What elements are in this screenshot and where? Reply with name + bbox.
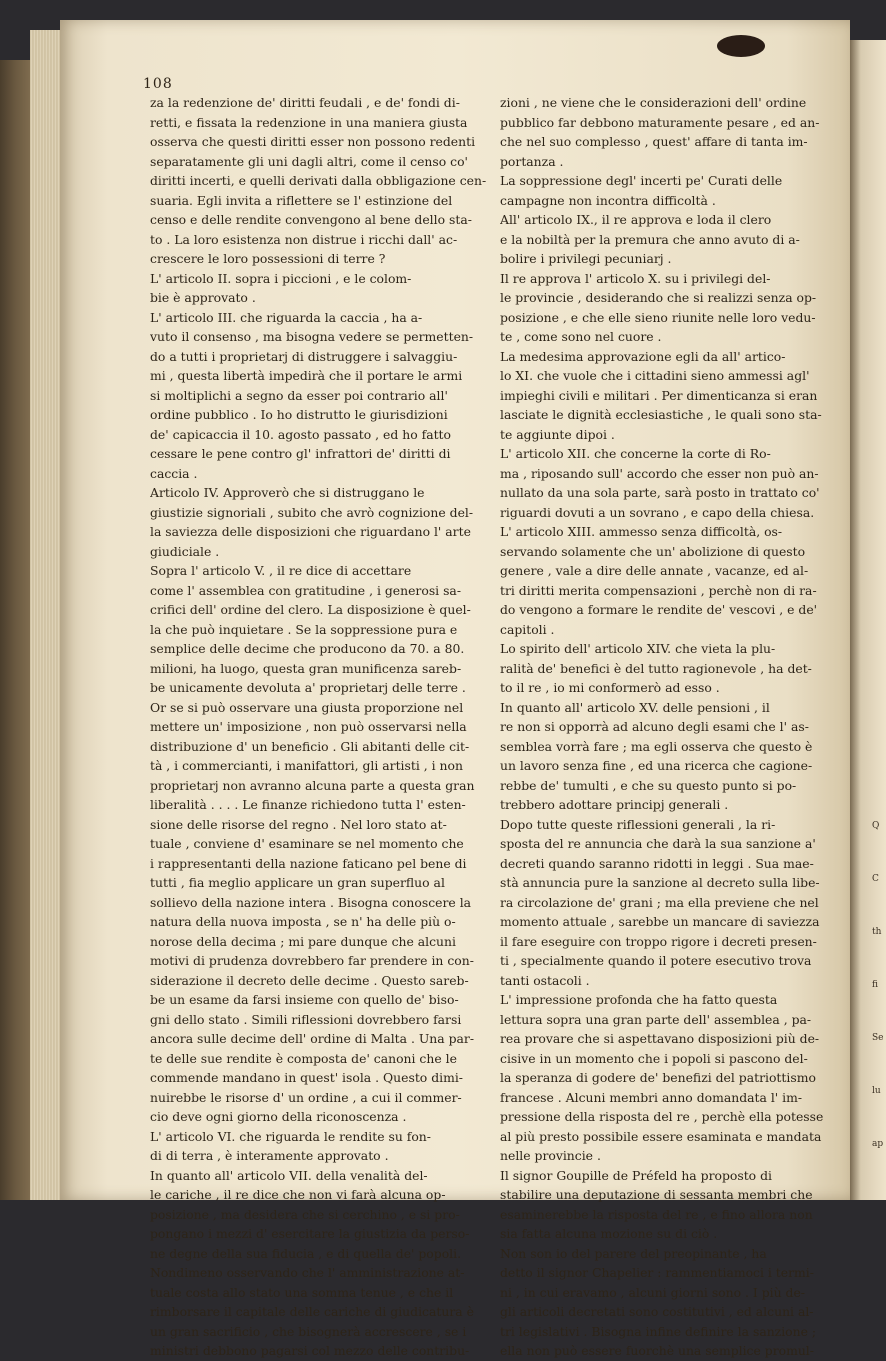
text-line: norose della decima ; mi pare dunque che alcuni xyxy=(150,933,456,949)
text-line: come l' assemblea con gratitudine , i generosi sa- xyxy=(150,582,462,598)
text-line: te delle sue rendite è composta de' canoni che le xyxy=(150,1050,457,1066)
text-line: cessare le pene contro gl' infrattori de' diritti di xyxy=(150,446,451,461)
text-line: censo e delle rendite convengono al bene dello sta- xyxy=(150,212,472,227)
text-line: re non si opporrà ad alcuno degli esami che l' as- xyxy=(500,719,809,734)
text-line: ti , specialmente quando il potere esecutivo trova xyxy=(500,953,812,968)
text-line: de' capicaccia il 10. agosto passato , ed ho fatto xyxy=(150,426,451,442)
text-line: trebbero adottare principj generali . xyxy=(500,797,729,812)
facing-page-edge xyxy=(850,40,886,1200)
text-line: be unicamente devoluta a' proprietarj delle terre . xyxy=(150,680,466,695)
text-line: In quanto all' articolo VII. della venalità del- xyxy=(150,1167,428,1183)
text-line: gli articoli decretati sono costitutivi , ed alcuni al- xyxy=(500,1304,814,1319)
text-line: do a tutti i proprietarj di distruggere i salvaggiu- xyxy=(150,348,458,364)
text-line: di di terra , è interamente approvato . xyxy=(150,1148,389,1163)
text-line: semplice delle decime che producono da 70. a 80. xyxy=(150,641,465,656)
text-line: liberalità . . . . Le finanze richiedono tutta l' esten- xyxy=(150,797,466,812)
text-line: ministri debbono pagarsi col mezzo delle contribu- xyxy=(150,1343,470,1358)
text-line: L' articolo XIII. ammesso senza difficoltà, os- xyxy=(500,524,783,539)
text-line: L' articolo XII. che concerne la corte di Ro- xyxy=(500,446,771,461)
text-line: tuale costa allo stato una somma tenue , e che il xyxy=(150,1284,454,1300)
text-line: posizione , e che elle sieno riunite nelle loro vedu- xyxy=(500,309,816,325)
text-line: siderazione il decreto delle decime . Questo sareb- xyxy=(150,972,469,988)
text-line: esaminerebbe la risposta del re , e fino allora non xyxy=(500,1206,813,1222)
text-line: capitoli . xyxy=(500,621,555,637)
text-line: te aggiunte dipoi . xyxy=(500,426,615,442)
text-line: tri legislativi . Bisogna infine definire la sanzione ; xyxy=(500,1323,817,1339)
facing-page-fragment: fi xyxy=(872,980,879,990)
text-line: cisive in un momento che i popoli si pascono del- xyxy=(500,1050,808,1066)
text-line: motivi di prudenza dovrebbero far prendere in con- xyxy=(150,953,474,968)
text-line: zioni , ne viene che le considerazioni dell' ordine xyxy=(500,95,807,110)
text-line: La soppressione degl' incerti pe' Curati delle xyxy=(500,173,783,188)
text-line: L' impressione profonda che ha fatto questa xyxy=(500,992,778,1007)
text-line: ella non può essere fuorchè una semplice promul- xyxy=(500,1343,814,1358)
text-line: semblea vorrà fare ; ma egli osserva che questo è xyxy=(500,738,813,754)
text-line: ma , riposando sull' accordo che esser non può an- xyxy=(500,465,819,481)
facing-page-fragment: Q xyxy=(872,821,880,831)
facing-page-fragment: lu xyxy=(872,1086,881,1096)
text-line: la che può inquietare . Se la soppressione pura e xyxy=(150,621,458,637)
text-line: rimborsare il capitale delle cariche di giudicatura è xyxy=(150,1304,474,1319)
text-line: nullato da una sola parte, sarà posto in trattato co' xyxy=(500,485,820,500)
text-line: che nel suo complesso , quest' affare di tanta im- xyxy=(500,134,808,149)
text-line: le provincie , desiderando che si realizzi senza op- xyxy=(500,290,817,305)
text-line: mettere un' imposizione , non può osservarsi nella xyxy=(150,719,467,734)
text-line: za la redenzione de' diritti feudali , e de' fondi di- xyxy=(150,95,460,110)
text-line: L' articolo VI. che riguarda le rendite su fon- xyxy=(150,1128,431,1144)
text-column-right xyxy=(500,93,832,1361)
text-line: retti, e fissata la redenzione in una maniera giusta xyxy=(150,114,468,130)
text-line: All' articolo IX., il re approva e loda il clero xyxy=(500,212,772,227)
text-column-left xyxy=(150,93,490,1361)
text-line: bie è approvato . xyxy=(150,290,256,305)
text-line: bolire i privilegi pecuniarj . xyxy=(500,251,672,266)
text-line: ni , in cui eravamo , alcuni giorni sono . I più de- xyxy=(500,1284,805,1300)
text-line: detto il signor Chapelier : rammentiamoci i termi- xyxy=(500,1265,814,1280)
text-line: proprietarj non avranno alcuna parte a questa gran xyxy=(150,777,475,793)
text-line: In quanto all' articolo XV. delle pensioni , il xyxy=(500,699,770,715)
text-line: i rappresentanti della nazione faticano pel bene di xyxy=(150,855,467,871)
text-line: al più presto possibile essere esaminata e mandata xyxy=(500,1128,822,1144)
text-line: genere , vale a dire delle annate , vacanze, ed al- xyxy=(500,563,809,578)
text-line: francese . Alcuni membri anno domandata l' im- xyxy=(500,1089,803,1105)
text-line: tutti , fia meglio applicare un gran superfluo al xyxy=(150,875,445,890)
text-line: Il re approva l' articolo X. su i privilegi del- xyxy=(500,270,771,286)
text-line: ra circolazione de' grani ; ma ella previene che nel xyxy=(500,894,819,910)
text-line: mi , questa libertà impedirà che il portare le armi xyxy=(150,368,463,383)
text-line: sione delle risorse del regno . Nel loro stato at- xyxy=(150,816,447,832)
text-line: servando solamente che un' abolizione di questo xyxy=(500,543,806,559)
facing-page-fragment: th xyxy=(872,927,882,937)
text-line: to . La loro esistenza non distrue i ricchi dall' ac- xyxy=(150,231,458,247)
text-line: ancora sulle decime dell' ordine di Malta . Una par- xyxy=(150,1031,475,1046)
text-line: Nondimeno osservando che l' amministrazione at- xyxy=(150,1265,465,1280)
text-line: sollievo della nazione intera . Bisogna conoscere la xyxy=(150,894,472,910)
text-line: milioni, ha luogo, questa gran munificenza sareb- xyxy=(150,660,462,676)
text-line: sposta del re annuncia che darà la sua sanzione a' xyxy=(500,836,816,851)
text-line: separatamente gli uni dagli altri, come il censo co' xyxy=(150,153,468,169)
text-line: natura della nuova imposta , se n' ha delle più o- xyxy=(150,914,456,929)
facing-page-fragment: Se xyxy=(872,1033,884,1043)
text-line: la speranza di godere de' benefizi del patriottismo xyxy=(500,1070,816,1085)
text-line: giustizie signoriali , subito che avrò cognizione del- xyxy=(150,504,474,520)
text-line: pressione della risposta del re , perchè ella potesse xyxy=(500,1109,824,1124)
text-line: osserva che questi diritti esser non possono redenti xyxy=(150,134,476,149)
text-line: ralità de' benefici è del tutto ragionevole , ha det- xyxy=(500,660,812,676)
text-line: la saviezza delle disposizioni che riguardano l' arte xyxy=(150,524,471,539)
text-line: un lavoro senza fine , ed una ricerca che cagione- xyxy=(500,758,813,773)
text-line: lasciate le dignità ecclesiastiche , le quali sono sta- xyxy=(500,407,822,422)
text-line: tanti ostacoli . xyxy=(500,972,590,988)
text-line: lo XI. che vuole che i cittadini sieno ammessi agl' xyxy=(500,368,810,383)
text-line: pongano i mezzi d' esercitare la giustizia da perso- xyxy=(150,1226,470,1241)
text-line: crescere le loro possessioni di terre ? xyxy=(150,251,386,266)
text-line: sia fatta alcuna mozione su di ciò . xyxy=(500,1226,718,1241)
text-line: La medesima approvazione egli da all' artico- xyxy=(500,348,786,364)
text-line: portanza . xyxy=(500,153,564,169)
text-line: Or se si può osservare una giusta proporzione nel xyxy=(150,699,464,715)
text-line: suaria. Egli invita a riflettere se l' estinzione del xyxy=(150,192,453,208)
text-line: rea provare che si aspettavano disposizioni più de- xyxy=(500,1031,820,1046)
text-line: decreti quando saranno ridotti in leggi . Sua mae- xyxy=(500,855,814,871)
text-line: Lo spirito dell' articolo XIV. che vieta la plu- xyxy=(500,641,776,656)
facing-page-fragment: ap xyxy=(872,1139,884,1149)
text-line: si moltiplichi a segno da esser poi contrario all' xyxy=(150,387,448,403)
text-line: distribuzione d' un beneficio . Gli abitanti delle cit- xyxy=(150,738,470,754)
text-line: caccia . xyxy=(150,465,198,481)
text-line: e la nobiltà per la premura che anno avuto di a- xyxy=(500,231,800,247)
text-line: te , come sono nel cuore . xyxy=(500,329,662,344)
text-line: nelle provincie . xyxy=(500,1148,601,1163)
text-line: momento attuale , sarebbe un mancare di saviezza xyxy=(500,914,820,929)
text-line: tuale , conviene d' esaminare se nel momento che xyxy=(150,836,464,851)
text-line: le cariche , il re dice che non vi farà alcuna op- xyxy=(150,1187,446,1202)
ink-blot xyxy=(717,35,765,57)
text-line: stà annuncia pure la sanzione al decreto sulla libe- xyxy=(500,875,820,890)
text-line: L' articolo III. che riguarda la caccia , ha a- xyxy=(150,309,423,325)
text-line: il fare eseguire con troppo rigore i decreti presen- xyxy=(500,933,817,949)
text-line: to il re , io mi conformerò ad esso . xyxy=(500,680,720,695)
text-line: Sopra l' articolo V. , il re dice di accettare xyxy=(150,563,412,578)
text-line: pubblico far debbono maturamente pesare , ed an- xyxy=(500,114,820,130)
text-line: ne degne della sua fiducia , e di quella de' popoli. xyxy=(150,1245,462,1261)
text-line: Non son io del parere del preopinante , ha xyxy=(500,1245,767,1261)
text-line: gni dello stato . Simili riflessioni dovrebbero farsi xyxy=(150,1011,462,1027)
text-line: Il signor Goupille de Préfeld ha proposto di xyxy=(500,1167,772,1183)
text-line: be un esame da farsi insieme con quello de' biso- xyxy=(150,992,459,1007)
text-line: Articolo IV. Approverò che si distruggano le xyxy=(150,485,425,500)
text-line: Dopo tutte queste riflessioni generali , la ri- xyxy=(500,816,776,832)
text-line: impieghi civili e militari . Per dimenticanza si eran xyxy=(500,387,818,403)
facing-page-fragment: C xyxy=(872,874,879,884)
text-line: lettura sopra una gran parte dell' assemblea , pa- xyxy=(500,1011,812,1027)
text-line: tà , i commercianti, i manifattori, gli artisti , i non xyxy=(150,758,463,773)
text-line: commende mandano in quest' isola . Questo dimi- xyxy=(150,1070,463,1085)
text-line: diritti incerti, e quelli derivati dalla obbligazione cen- xyxy=(150,173,487,188)
text-line: cio deve ogni giorno della riconoscenza . xyxy=(150,1109,407,1124)
text-line: tri diritti merita compensazioni , perchè non di ra- xyxy=(500,582,817,598)
text-line: nuirebbe le risorse d' un ordine , a cui il commer- xyxy=(150,1089,462,1105)
text-line: L' articolo II. sopra i piccioni , e le colom- xyxy=(150,270,412,286)
text-line: riguardi dovuti a un sovrano , e capo della chiesa. xyxy=(500,504,815,520)
text-line: posizione , ma desidera che si cerchino , e si pro- xyxy=(150,1206,460,1222)
text-line: vuto il consenso , ma bisogna vedere se permetten- xyxy=(150,329,474,344)
text-line: rebbe de' tumulti , e che su questo punto si po- xyxy=(500,777,797,793)
text-line: un gran sacrificio , che bisognerà accrescere , se i xyxy=(150,1323,467,1339)
text-line: crifici dell' ordine del clero. La disposizione è quel- xyxy=(150,602,471,617)
text-line: giudiciale . xyxy=(150,543,220,559)
text-line: ordine pubblico . Io ho distrutto le giurisdizioni xyxy=(150,407,448,422)
text-line: do vengono a formare le rendite de' vescovi , e de' xyxy=(500,602,818,617)
page-number: 108 xyxy=(143,76,173,92)
text-line: stabilire una deputazione di sessanta membri che xyxy=(500,1187,813,1202)
text-line: campagne non incontra difficoltà . xyxy=(500,192,716,208)
